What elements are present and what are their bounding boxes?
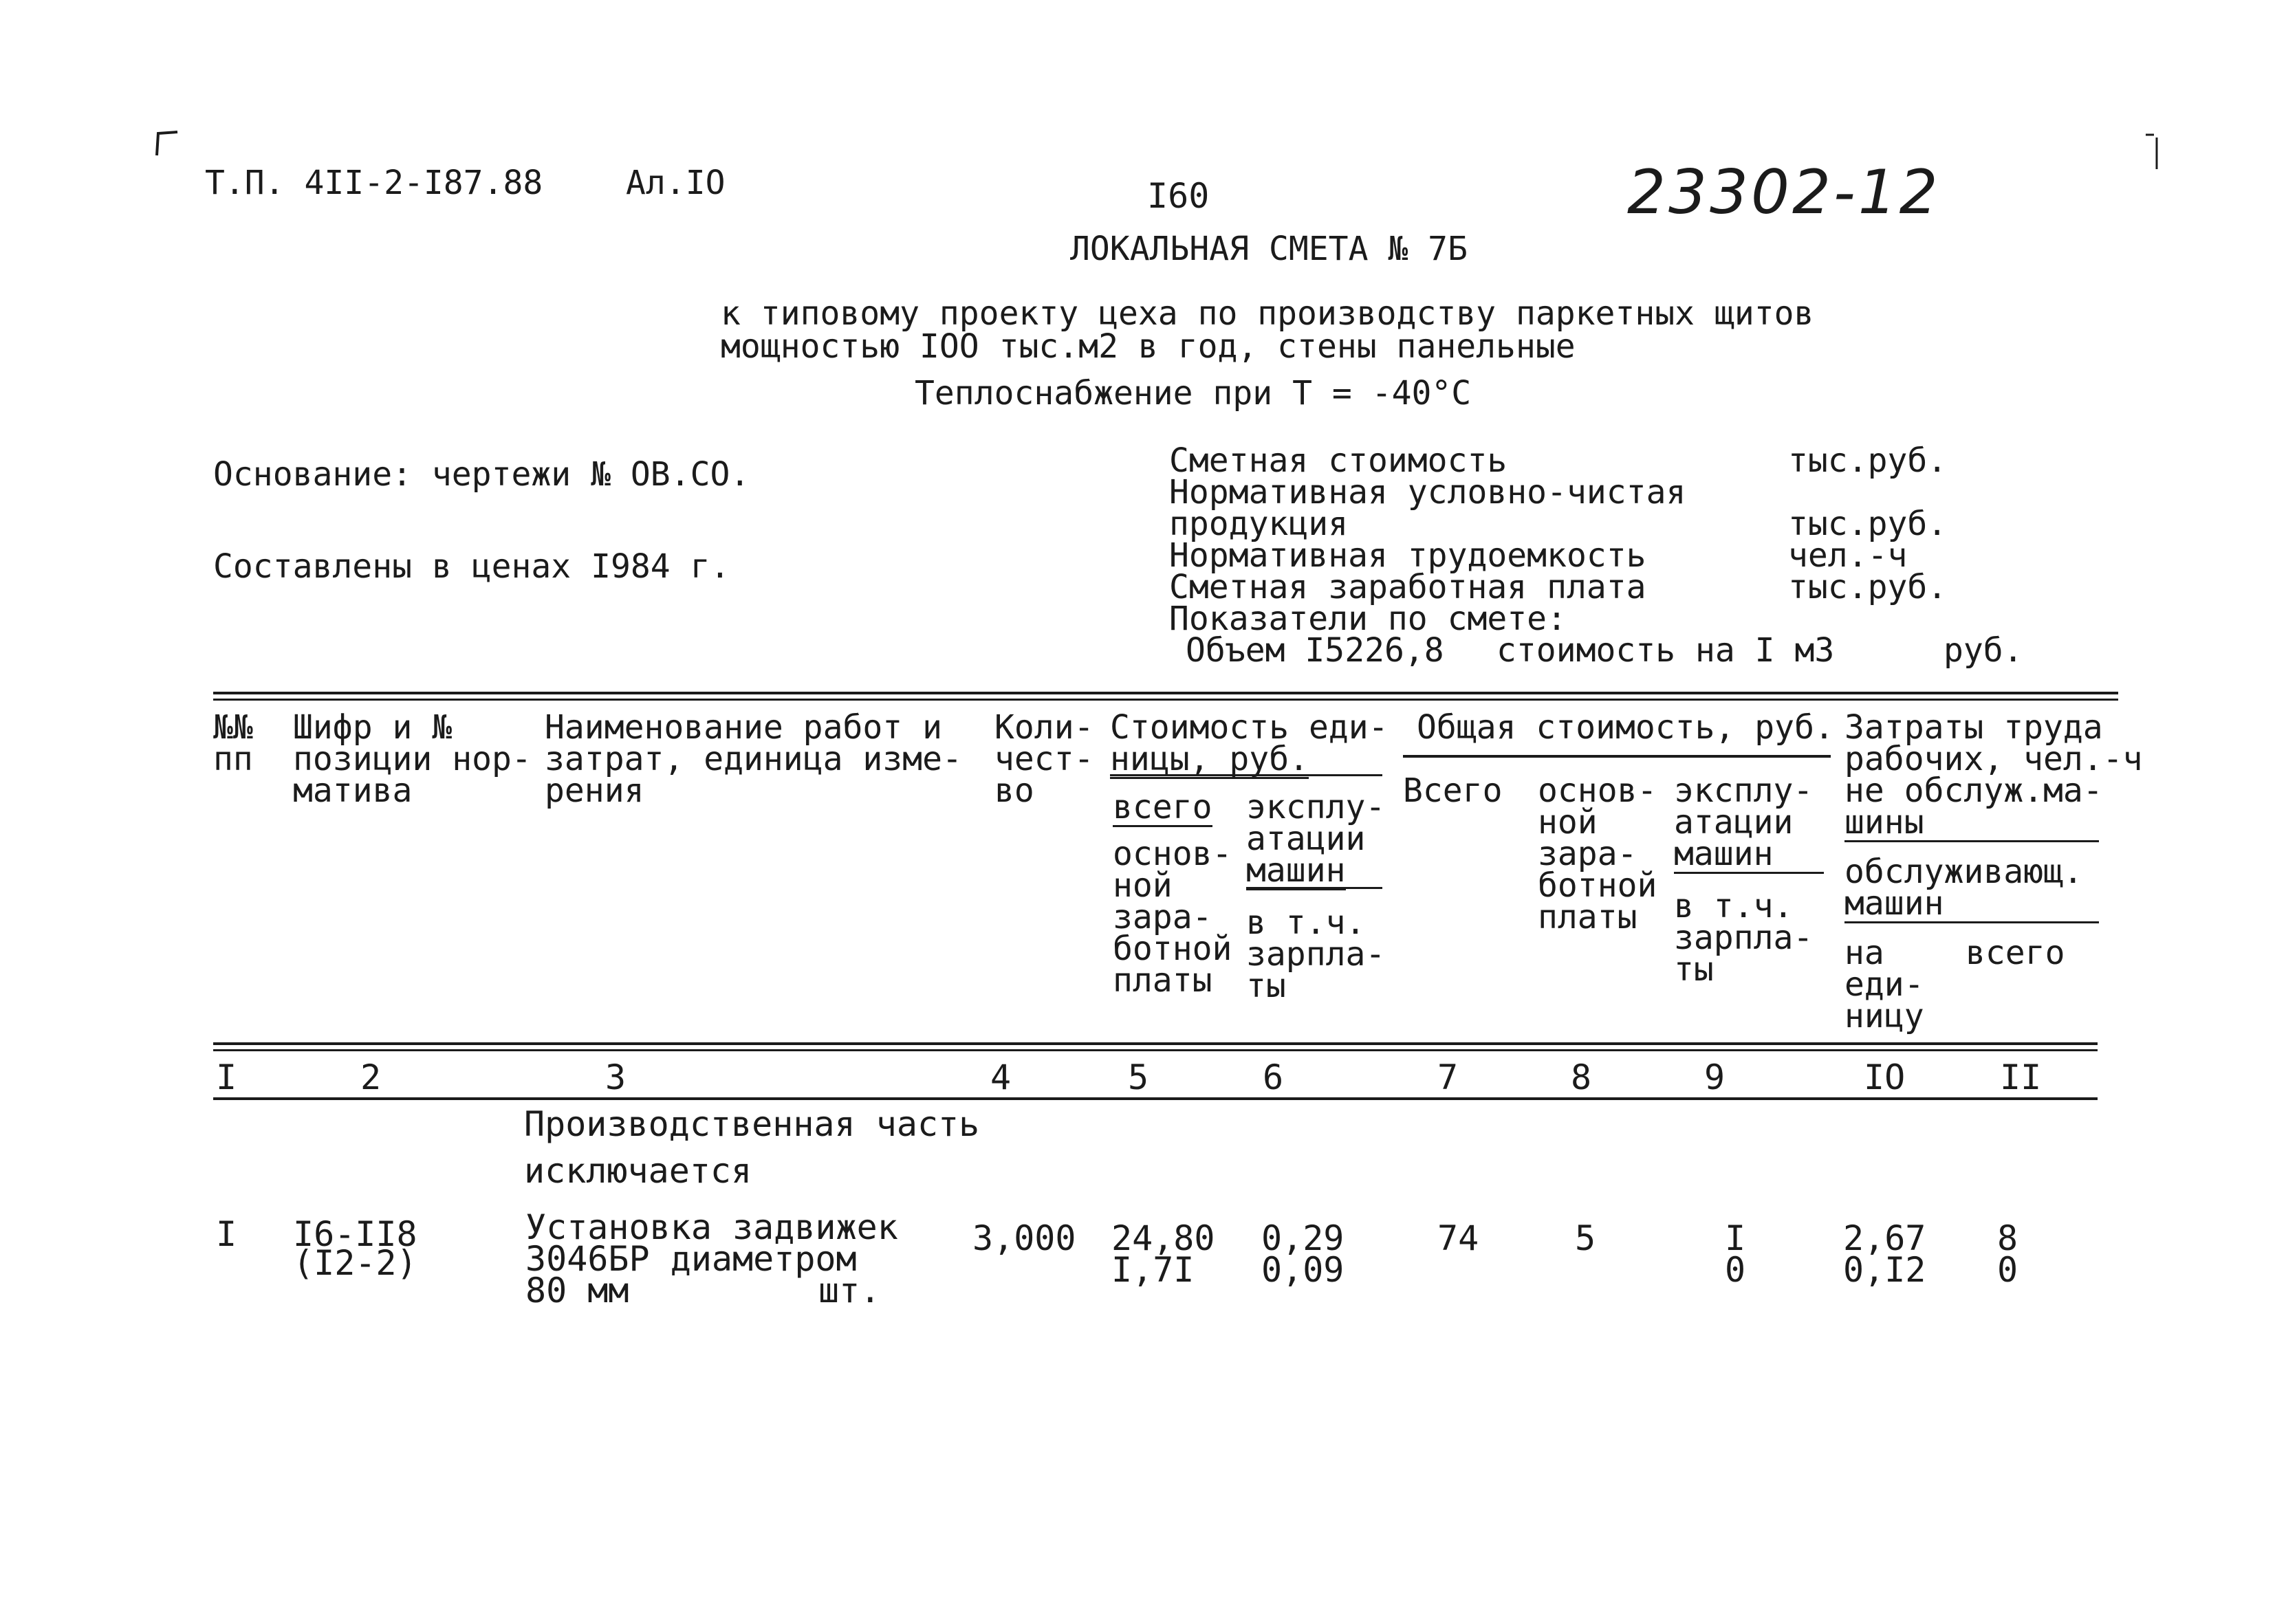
col-number: II bbox=[2000, 1057, 2042, 1097]
header-c1011-b: машин bbox=[1844, 884, 1944, 923]
row-c11: 8 bbox=[1997, 1218, 2018, 1258]
summary-unit: тыс.руб. bbox=[1788, 505, 1948, 543]
summary-unit: тыс.руб. bbox=[1788, 441, 1948, 480]
header-c6-sub: в т.ч. bbox=[1246, 903, 1366, 942]
header-c4: чест- bbox=[994, 740, 1094, 778]
col-number: 9 bbox=[1704, 1057, 1726, 1097]
header-c5-sub: ной bbox=[1113, 866, 1173, 905]
row-number: I bbox=[216, 1214, 237, 1254]
header-c1011-a: не обслуж.ма- bbox=[1844, 771, 2103, 810]
subtitle-line-1: к типовому проекту цеха по производству паркетных щитов bbox=[721, 294, 1814, 333]
subtitle-line-3: Теплоснабжение при Т = -40°С bbox=[915, 374, 1472, 413]
section-title: исключается bbox=[524, 1151, 752, 1191]
summary-label: Сметная заработная плата bbox=[1169, 568, 1646, 606]
summary-label: продукция bbox=[1169, 505, 1349, 543]
header-c8: ботной bbox=[1538, 866, 1657, 905]
row-name: Установка задвижек bbox=[525, 1207, 898, 1247]
header-c3: затрат, единица изме- bbox=[545, 740, 962, 778]
header-c2: Шифр и № bbox=[293, 708, 453, 747]
page-number: I60 bbox=[1147, 176, 1210, 216]
header-c5-sub: платы bbox=[1113, 961, 1212, 1000]
header-c9-rule bbox=[1674, 872, 1824, 874]
header-c1011-rule bbox=[1844, 921, 2099, 923]
summary-label: Нормативная трудоемкость bbox=[1169, 536, 1646, 575]
row-c11: 0 bbox=[1997, 1250, 2018, 1290]
header-c9-top: машин bbox=[1674, 835, 1774, 873]
header-c7: Всего bbox=[1403, 771, 1503, 810]
header-c6-rule bbox=[1246, 887, 1382, 889]
header-c2: позиции нор- bbox=[293, 740, 532, 778]
header-c4: во bbox=[994, 771, 1034, 810]
col-number: I bbox=[216, 1057, 237, 1097]
row-unit: шт. bbox=[818, 1271, 881, 1310]
handwritten-inventory-number: 23302-12 bbox=[1627, 157, 1941, 228]
header-c5-total: всего bbox=[1113, 788, 1212, 826]
subtitle-line-2: мощностью IOO тыс.м2 в год, стены панельные bbox=[721, 327, 1576, 366]
basis-prices: Составлены в ценах I984 г. bbox=[213, 547, 730, 586]
row-code: (I2-2) bbox=[293, 1243, 417, 1283]
summary-unit: чел.-ч bbox=[1788, 536, 1908, 575]
col-number: 4 bbox=[990, 1057, 1012, 1097]
corner-mark-icon bbox=[154, 131, 182, 158]
col-number-rule bbox=[213, 1097, 2098, 1100]
header-c6-top: атации bbox=[1246, 820, 1366, 858]
header-c1: пп bbox=[213, 740, 253, 778]
section-title: Производственная часть bbox=[524, 1104, 980, 1144]
header-c6-top: машин bbox=[1246, 851, 1346, 890]
header-c1011-title: Затраты труда bbox=[1844, 708, 2103, 747]
col-number: 3 bbox=[605, 1057, 627, 1097]
header-c8: платы bbox=[1538, 898, 1637, 936]
header-c9-sub: зарпла- bbox=[1674, 919, 1814, 957]
header-c1011-title: рабочих, чел.-ч bbox=[1844, 740, 2143, 778]
row-c9: I bbox=[1725, 1218, 1746, 1258]
summary-label: Сметная стоимость bbox=[1169, 441, 1507, 480]
row-c6: 0,29 bbox=[1261, 1218, 1345, 1258]
header-c8: основ- bbox=[1538, 771, 1657, 810]
row-name: 80 мм bbox=[525, 1271, 629, 1310]
row-c10: 2,67 bbox=[1843, 1218, 1926, 1258]
header-c6-top: эксплу- bbox=[1246, 788, 1386, 826]
row-c9: 0 bbox=[1725, 1250, 1746, 1290]
row-name: 3046БР диаметром bbox=[525, 1239, 857, 1279]
header-c6-sub: ты bbox=[1246, 967, 1286, 1005]
row-c6: 0,09 bbox=[1261, 1250, 1345, 1290]
col-number: IO bbox=[1864, 1057, 1906, 1097]
header-bottom-rule bbox=[213, 1049, 2098, 1051]
header-c56-title: Стоимость еди- bbox=[1110, 708, 1389, 747]
header-c11: всего bbox=[1966, 934, 2065, 972]
header-c6-sub: зарпла- bbox=[1246, 935, 1386, 974]
row-code: I6-II8 bbox=[293, 1214, 417, 1254]
table-top-rule bbox=[213, 699, 2118, 701]
header-bottom-rule bbox=[213, 1042, 2098, 1045]
header-c8: зара- bbox=[1538, 835, 1637, 873]
header-c56-rule bbox=[1110, 774, 1382, 776]
row-c8: 5 bbox=[1575, 1218, 1596, 1258]
header-c3: Наименование работ и bbox=[545, 708, 942, 747]
row-c5: I,7I bbox=[1111, 1250, 1195, 1290]
summary-label: Нормативная условно-чистая bbox=[1169, 473, 1686, 512]
col-number: 6 bbox=[1263, 1057, 1284, 1097]
summary-unit: тыс.руб. bbox=[1788, 568, 1948, 606]
row-c7: 74 bbox=[1437, 1218, 1479, 1258]
header-c10: еди- bbox=[1844, 965, 1924, 1004]
header-c1011-a: шины bbox=[1844, 803, 1924, 842]
album-number: Ал.IO bbox=[626, 164, 726, 202]
header-c4: Коли- bbox=[994, 708, 1094, 747]
header-c5-sub: ботной bbox=[1113, 930, 1232, 968]
row-c5: 24,80 bbox=[1111, 1218, 1215, 1258]
header-c5-sub: основ- bbox=[1113, 835, 1232, 873]
table-top-rule bbox=[213, 692, 2118, 694]
header-c5-sub: зара- bbox=[1113, 898, 1212, 936]
col-number: 7 bbox=[1437, 1057, 1459, 1097]
header-c3: рения bbox=[545, 771, 644, 810]
row-quantity: 3,000 bbox=[972, 1218, 1076, 1258]
header-c1: №№ bbox=[213, 708, 253, 747]
col-number: 2 bbox=[360, 1057, 382, 1097]
document-title: ЛОКАЛЬНАЯ СМЕТА № 7Б bbox=[1070, 230, 1468, 268]
header-c8: ной bbox=[1538, 803, 1598, 842]
summary-label: Показатели по смете: bbox=[1169, 600, 1567, 638]
header-c79-rule bbox=[1403, 755, 1831, 758]
summary-cost-per: стоимость на I м3 bbox=[1496, 631, 1835, 670]
header-c56-title: ницы, руб. bbox=[1110, 740, 1309, 778]
summary-cost-unit: руб. bbox=[1944, 631, 2023, 670]
header-c1011-rule bbox=[1844, 840, 2099, 842]
corner-mark-icon bbox=[2144, 131, 2165, 172]
summary-volume: Объем I5226,8 bbox=[1186, 631, 1444, 670]
header-c9-top: эксплу- bbox=[1674, 771, 1814, 810]
basis-drawings: Основание: чертежи № ОВ.СО. bbox=[213, 455, 750, 494]
header-c10: ницу bbox=[1844, 997, 1924, 1035]
project-code: Т.П. 4II-2-I87.88 bbox=[205, 164, 543, 202]
header-c79-title: Общая стоимость, руб. bbox=[1417, 708, 1834, 747]
header-c9-top: атации bbox=[1674, 803, 1794, 842]
row-c10: 0,I2 bbox=[1843, 1250, 1926, 1290]
col-number: 8 bbox=[1571, 1057, 1592, 1097]
header-c9-sub: ты bbox=[1674, 950, 1714, 989]
header-c9-sub: в т.ч. bbox=[1674, 887, 1794, 925]
col-number: 5 bbox=[1128, 1057, 1149, 1097]
header-c2: матива bbox=[293, 771, 413, 810]
header-c10: на bbox=[1844, 934, 1884, 972]
header-c1011-b: обслуживающ. bbox=[1844, 853, 2083, 891]
